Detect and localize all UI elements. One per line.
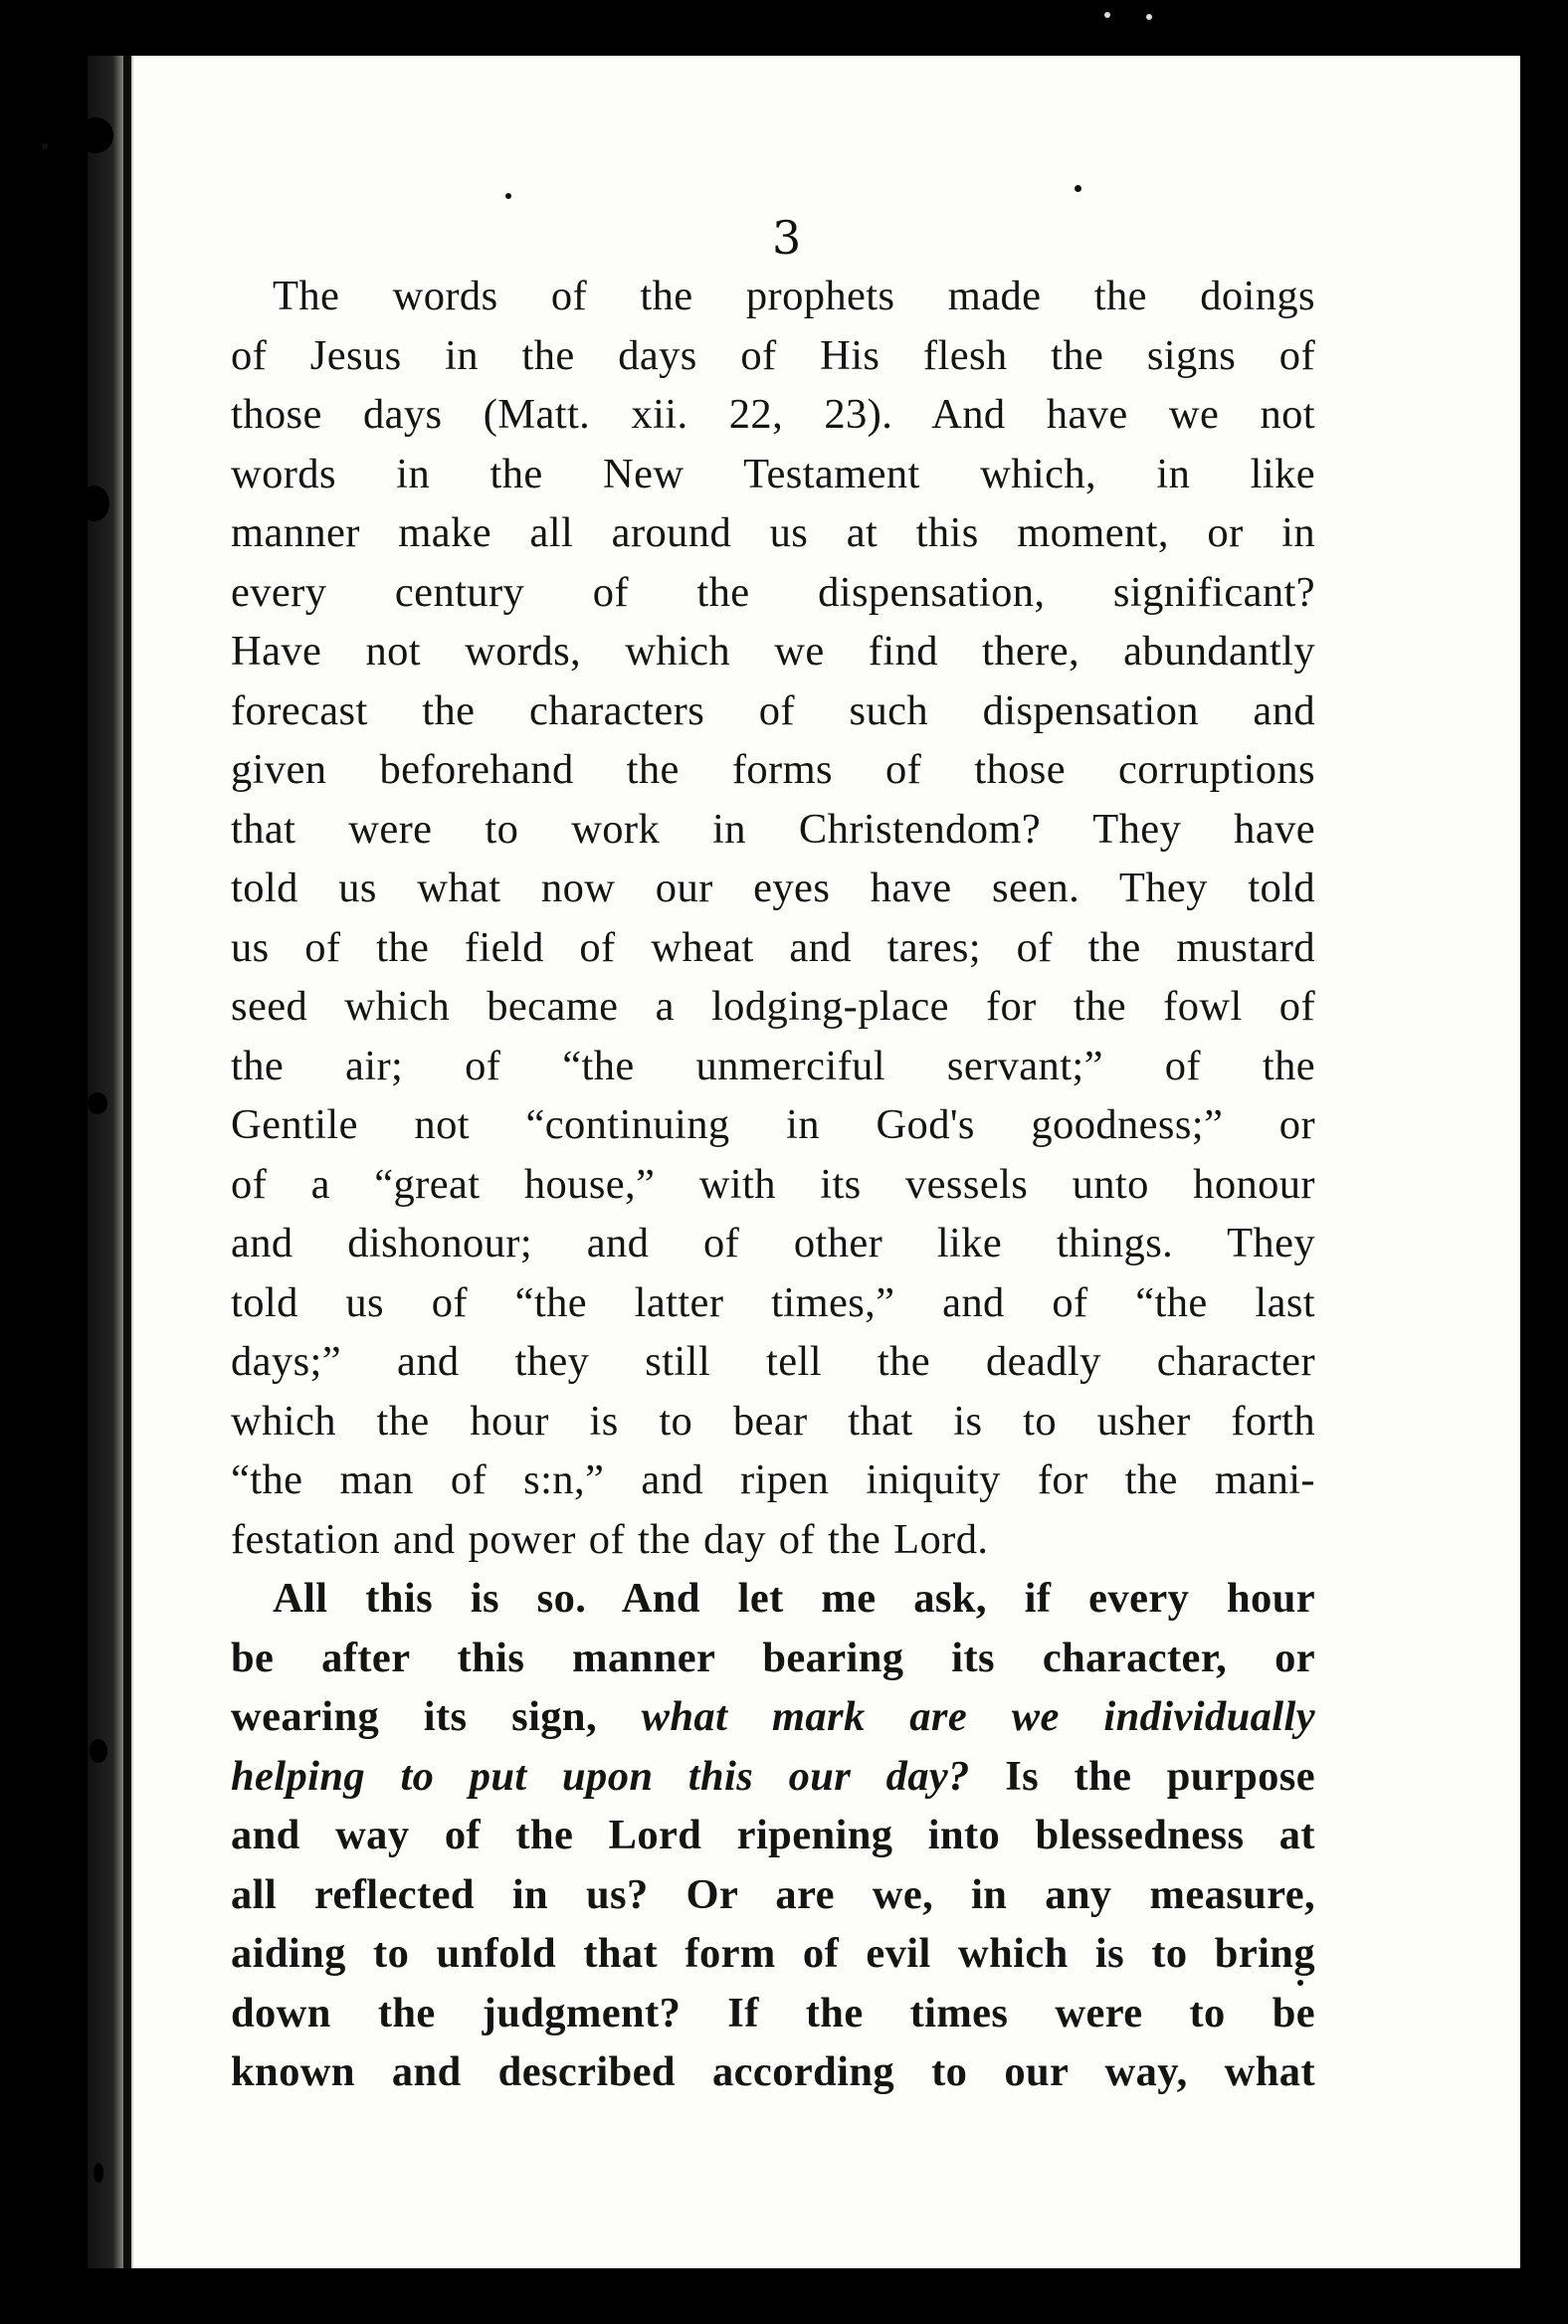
text-line: those days (Matt. xii. 22, 23). And have we not: [231, 391, 1315, 438]
text-line: [231, 1687, 1315, 1747]
body-text: [231, 267, 1315, 2102]
text-line: that were to work in Christendom? They have: [231, 805, 1315, 853]
text-line: of a “great house,” with its vessels unto honour: [231, 1160, 1315, 1208]
text-line: us of the field of wheat and tares; of the mustard: [231, 923, 1315, 971]
text-line: of Jesus in the days of His flesh the signs of: [231, 331, 1315, 379]
binding-mark: [80, 485, 109, 521]
text-line: and way of the Lord ripening into blessedness at: [231, 1812, 1315, 1858]
text-line: seed which became a lodging-place for the fowl of: [231, 983, 1315, 1030]
text-line: festation and power of the day of the Lord.: [231, 1515, 989, 1563]
text-line: be after this manner bearing its character, or: [231, 1634, 1315, 1681]
text-line: words in the New Testament which, in like: [231, 450, 1315, 497]
text-line: [231, 1747, 1315, 1807]
scan-speck: [1075, 185, 1081, 192]
text-line: told us of “the latter times,” and of “the last: [231, 1278, 1315, 1326]
text-run: Is the purpose: [969, 1752, 1315, 1800]
text-line: days;” and they still tell the deadly character: [231, 1338, 1315, 1385]
italic-emphasis: what mark are we individually: [641, 1693, 1315, 1740]
text-line: aiding to unfold that form of evil which is to bring: [231, 1930, 1315, 1977]
binding-mark: [94, 2163, 103, 2183]
scan-speck: [42, 143, 48, 149]
italic-emphasis: helping to put upon this our day?: [231, 1752, 970, 1800]
text-line: All this is so. And let me ask, if every hour: [273, 1575, 1315, 1622]
text-line: known and described according to our way, what: [231, 2048, 1315, 2095]
scan-speck: [505, 193, 511, 199]
text-line: told us what now our eyes have seen. They told: [231, 865, 1315, 911]
text-line: and dishonour; and of other like things. They: [231, 1220, 1315, 1266]
text-line: given beforehand the forms of those corruptions: [231, 746, 1315, 793]
binding-edge-line: [123, 56, 131, 2268]
scan-speck: [1104, 12, 1110, 18]
text-line: down the judgment? If the times were to be: [231, 1989, 1315, 2036]
text-line: “the man of s:n,” and ripen iniquity for the mani-: [231, 1456, 1315, 1503]
page-number: 3: [772, 211, 802, 265]
text-run: wearing its sign,: [231, 1693, 642, 1740]
paragraph: [231, 1569, 1315, 2102]
text-line: Have not words, which we find there, abundantly: [231, 628, 1315, 675]
binding-mark: [90, 1739, 107, 1763]
text-line: which the hour is to bear that is to usher forth: [231, 1397, 1315, 1445]
text-line: The words of the prophets made the doings: [273, 273, 1315, 319]
text-line: forecast the characters of such dispensation and: [231, 686, 1315, 734]
text-line: all reflected in us? Or are we, in any measure,: [231, 1870, 1315, 1918]
scan-speck: [1146, 14, 1152, 20]
binding-mark: [88, 1092, 107, 1114]
binding-mark: [78, 117, 113, 153]
paragraph: [231, 267, 1315, 1569]
text-line: the air; of “the unmerciful servant;” of the: [231, 1042, 1315, 1089]
text-line: manner make all around us at this moment, or in: [231, 509, 1315, 556]
text-line: every century of the dispensation, significant?: [231, 568, 1315, 616]
text-line: Gentile not “continuing in God's goodness;” or: [231, 1101, 1315, 1148]
